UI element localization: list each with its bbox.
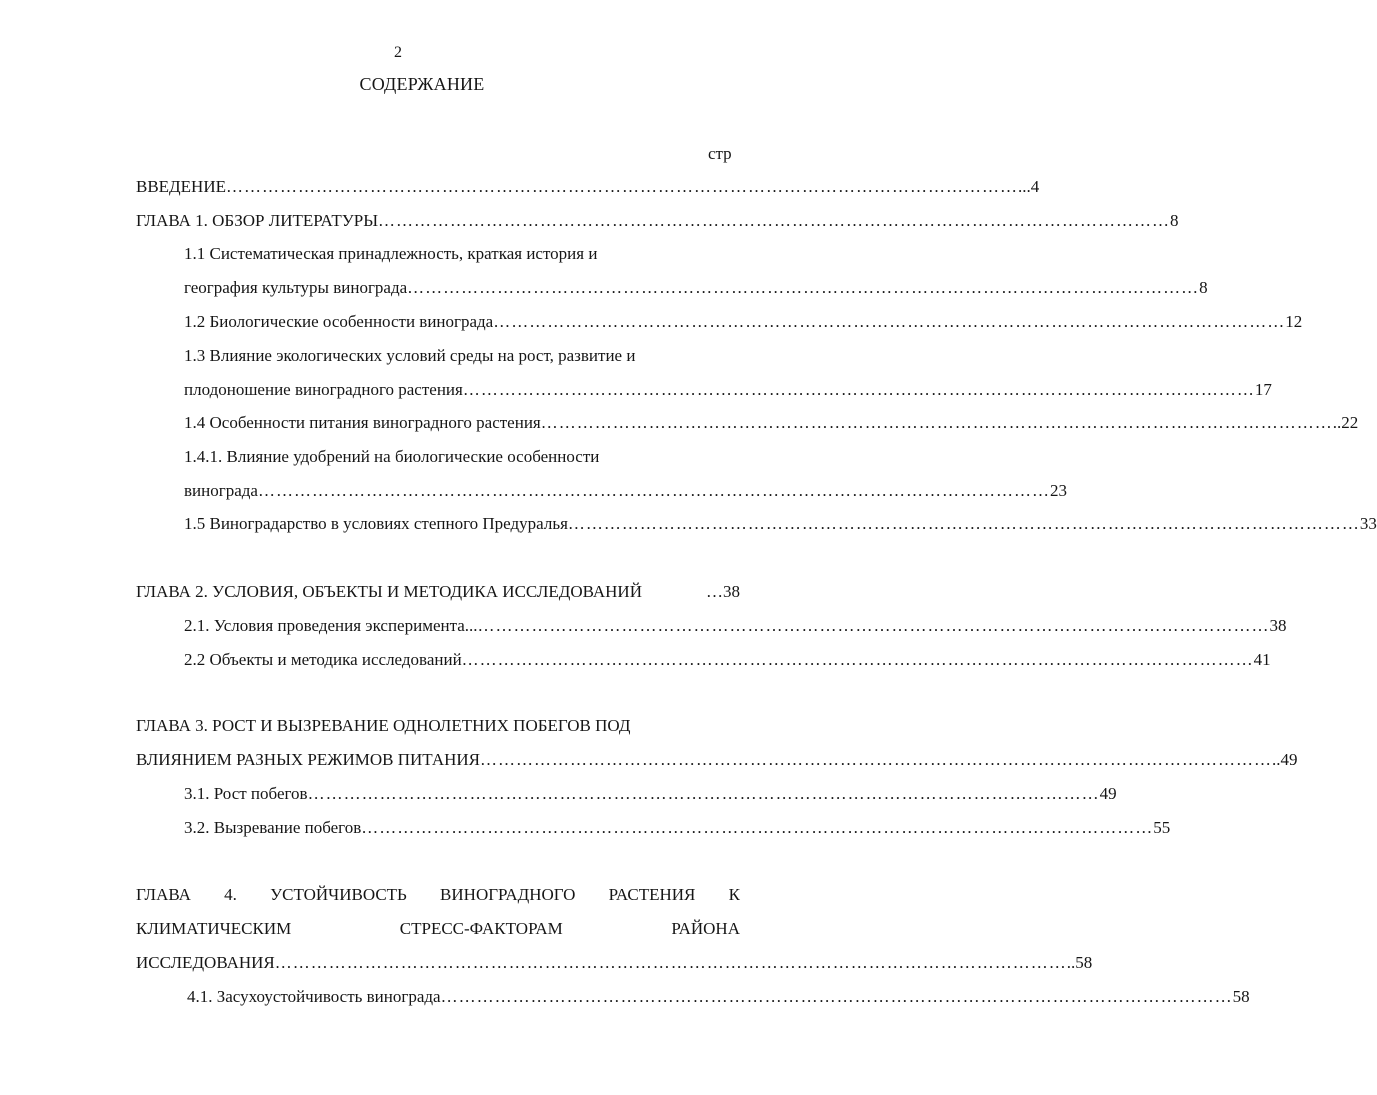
toc-entry-2-2	[184, 648, 1271, 672]
leader-dots: ……………………………………………………………………………………………………………………	[225, 177, 1018, 196]
leader-dots: ……………………………………………………………………………………………………………………	[307, 784, 1100, 803]
toc-entry-page: 41	[1253, 650, 1271, 669]
toc-entry-chapter-4	[136, 951, 1093, 975]
toc-entry-page: 12	[1285, 312, 1303, 331]
toc-entry-page: ..58	[1066, 953, 1093, 972]
toc-entry-page: ...4	[1017, 177, 1040, 196]
toc-word: 4.	[224, 885, 237, 904]
toc-entry-page: 17	[1254, 380, 1272, 399]
toc-word: РАСТЕНИЯ	[608, 885, 696, 904]
toc-entry-title: 2.1. Условия проведения эксперимента...	[184, 616, 478, 635]
toc-entry-page: 33	[1359, 514, 1377, 533]
toc-word: КЛИМАТИЧЕСКИМ	[136, 919, 292, 938]
toc-entry-title: ГЛАВА 2. УСЛОВИЯ, ОБЪЕКТЫ И МЕТОДИКА ИССЛЕДОВАНИЙ	[136, 582, 642, 601]
toc-entry-title: 1.5 Виноградарство в условиях степного Предуралья	[184, 514, 568, 533]
toc-entry-page: 55	[1153, 818, 1171, 837]
leader-dots: ……………………………………………………………………………………………………………………	[462, 380, 1255, 399]
toc-entry-page: ..22	[1332, 413, 1359, 432]
toc-entry-3-2	[184, 816, 1171, 840]
toc-entry-1-1	[184, 276, 1208, 300]
toc-entry-page: 8	[1199, 278, 1208, 297]
toc-entry-title: плодоношение виноградного растения	[184, 380, 463, 399]
leader-dots: ……………………………………………………………………………………………………………………	[407, 278, 1200, 297]
toc-entry-4-1	[187, 985, 1250, 1009]
leader-dots: ……………………………………………………………………………………………………………………	[540, 413, 1333, 432]
toc-entry-1-3-line1: 1.3 Влияние экологических условий среды на рост, развитие и	[184, 346, 636, 365]
toc-entry-title: ВЛИЯНИЕМ РАЗНЫХ РЕЖИМОВ ПИТАНИЯ	[136, 750, 481, 769]
toc-entry-1-1-line1: 1.1 Систематическая принадлежность, краткая история и	[184, 244, 598, 263]
leader-dots: ……………………………………………………………………………………………………………………	[493, 312, 1286, 331]
toc-entry-page: 58	[1232, 987, 1250, 1006]
leader-dots: ……………………………………………………………………………………………………………………	[477, 616, 1270, 635]
leader-dots: ……………………………………………………………………………………………………………………	[274, 953, 1067, 972]
toc-entry-2-1	[184, 614, 1287, 638]
toc-entry-title: ВВЕДЕНИЕ	[136, 177, 226, 196]
leader-dots: ……………………………………………………………………………………………………………………	[440, 987, 1233, 1006]
page-column-label: стр	[708, 144, 732, 163]
toc-word: ГЛАВА	[136, 885, 191, 904]
toc-entry-title: 3.2. Вызревание побегов	[184, 818, 362, 837]
toc-entry-1-3	[184, 378, 1272, 402]
toc-entry-3-1	[184, 782, 1117, 806]
toc-entry-page: …38	[706, 582, 740, 601]
toc-entry-page: 49	[1099, 784, 1117, 803]
page-title: СОДЕРЖАНИЕ	[359, 74, 485, 94]
toc-entry-chapter-2	[136, 580, 740, 604]
toc-entry-1-2	[184, 310, 1303, 334]
toc-word: ВИНОГРАДНОГО	[440, 885, 576, 904]
toc-entry-1-4	[184, 411, 1359, 435]
toc-entry-page: ..49	[1272, 750, 1298, 769]
leader-dots: ……………………………………………………………………………………………………………………	[361, 818, 1154, 837]
toc-entry-title: ИССЛЕДОВАНИЯ	[136, 953, 275, 972]
leader-dots: ……………………………………………………………………………………………………………………	[461, 650, 1254, 669]
toc-entry-title: 4.1. Засухоустойчивость винограда	[187, 987, 441, 1006]
toc-entry-chapter-4-line1	[136, 883, 740, 907]
toc-entry-chapter-1	[136, 209, 1179, 233]
leader-dots: ……………………………………………………………………………………………………………………	[378, 211, 1171, 230]
toc-word: К	[728, 885, 740, 904]
toc-entry-title: ГЛАВА 1. ОБЗОР ЛИТЕРАТУРЫ	[136, 211, 379, 230]
toc-entry-title: 1.4 Особенности питания виноградного растения	[184, 413, 541, 432]
toc-entry-1-4-1	[184, 479, 1067, 503]
toc-entry-page: 8	[1170, 211, 1179, 230]
toc-entry-title: 1.2 Биологические особенности винограда	[184, 312, 494, 331]
toc-word: РАЙОНА	[671, 919, 740, 938]
toc-entry-title: 2.2 Объекты и методика исследований	[184, 650, 462, 669]
toc-entry-title: 3.1. Рост побегов	[184, 784, 308, 803]
leader-dots: ……………………………………………………………………………………………………………………	[257, 481, 1050, 500]
toc-entry-introduction	[136, 175, 1040, 199]
toc-word: УСТОЙЧИВОСТЬ	[270, 885, 407, 904]
toc-entry-chapter-4-line2	[136, 917, 740, 941]
leader-dots: ……………………………………………………………………………………………………………………	[480, 750, 1273, 769]
toc-word: СТРЕСС-ФАКТОРАМ	[399, 919, 563, 938]
leader-dots: ……………………………………………………………………………………………………………………	[567, 514, 1360, 533]
page-number: 2	[394, 44, 402, 61]
toc-entry-chapter-3	[136, 748, 1298, 772]
toc-entry-title: география культуры винограда	[184, 278, 408, 297]
toc-entry-title: винограда	[184, 481, 258, 500]
toc-entry-page: 23	[1049, 481, 1067, 500]
toc-entry-1-5	[184, 512, 1377, 536]
toc-entry-chapter-3-line1: ГЛАВА 3. РОСТ И ВЫЗРЕВАНИЕ ОДНОЛЕТНИХ ПОБЕГОВ ПОД	[136, 716, 631, 735]
toc-entry-1-4-1-line1: 1.4.1. Влияние удобрений на биологические особенности	[184, 447, 600, 466]
toc-entry-page: 38	[1269, 616, 1287, 635]
